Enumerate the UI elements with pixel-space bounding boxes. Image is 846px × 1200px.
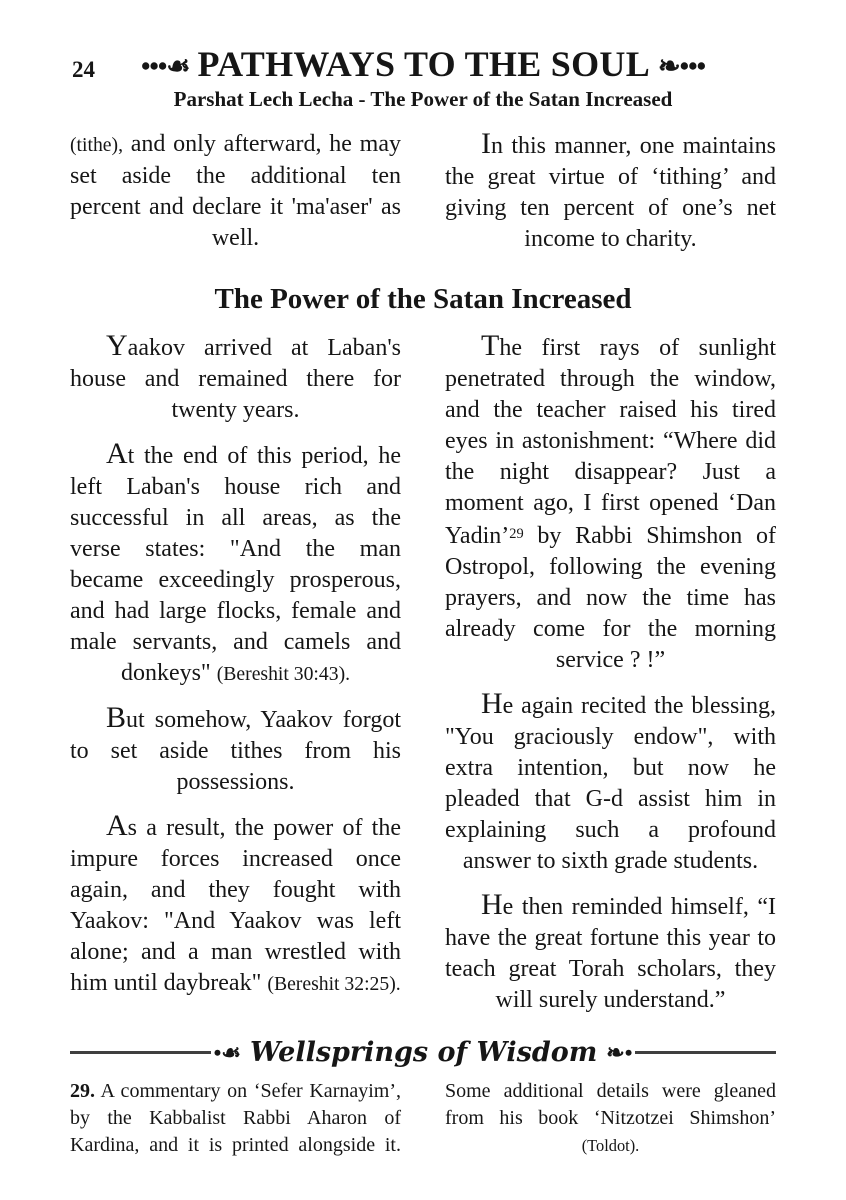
text-segment: aakov arrived at Laban's house and remained there for twenty years. [70,334,401,423]
text-segment: e again recited the blessing, "You graciously endow", with extra intention, but now he pleaded that G-d assist him in explaining such a profound answer to sixth grade students. [445,692,776,874]
body-columns [70,328,776,1029]
intro-columns [70,126,776,268]
paragraph [445,887,776,1016]
text-segment: 29 [509,525,524,542]
text-segment: s a result, the power of the impure forces increased once again, and they fought with Yaakov: "And Yaakov was left alone; and a man wrestled with him until daybreak" [70,814,401,996]
text-segment: Some additional details were gleaned from his book ‘Nitzotzei Shimshon’ [445,1079,776,1129]
text-segment: (tithe), [70,133,123,156]
flourish-left-icon: •••☙ [140,51,190,82]
paragraph [70,436,401,690]
text-segment: A [106,808,128,842]
text-segment: by Rabbi Shimshon of Ostropol, following the evening prayers, and now the time has already come for the morning service ? !” [445,522,776,673]
footnote-right [445,1078,776,1159]
footer-divider [70,1037,776,1068]
intro-left-column [70,129,401,268]
footnote-left [70,1078,401,1159]
text-segment: T [481,328,500,362]
text-segment: e then reminded himself, “I have the great fortune this year to teach great Torah scholars, they will surely understand.” [445,893,776,1013]
text-segment: A commentary on ‘Sefer Karnayim’, by the Kabbalist Rabbi Aharon of Kardina, and it is printed alongside it. [70,1079,401,1156]
text-segment: n this manner, one maintains the great virtue of ‘tithing’ and giving ten percent of one’s net income to charity. [445,132,776,252]
page-number: 24 [72,57,95,82]
paragraph [70,129,401,254]
section-heading: The Power of the Satan Increased [214,282,632,315]
paragraph [70,808,401,1000]
page-header [70,46,776,112]
divider-flourish-right-icon: ❧• [606,1040,633,1066]
text-segment: A [106,436,128,470]
text-segment: (Toldot). [581,1135,640,1155]
divider-line-left [70,1051,211,1054]
intro-right-column [445,126,776,268]
paragraph [70,328,401,426]
title-row [70,46,776,84]
text-segment: (Bereshit 32:25). [267,972,401,995]
divider-flourish-left-icon: •☙ [213,1040,242,1066]
text-segment: he first rays of sunlight penetrated through the window, and the teacher raised his tired eyes in astonishment: “Where did the night disappear? Just a moment ago, I first opened ‘Dan Yadin’ [445,334,776,549]
divider-title: Wellsprings of Wisdom [250,1036,598,1068]
divider-line-right [635,1051,776,1054]
text-segment: H [481,686,503,720]
paragraph [445,328,776,676]
text-segment: t the end of this period, he left Laban's house rich and successful in all areas, as the verse states: "And the man became exceedingly prosperous, and had large flocks, female and male servants, and camels and donkeys" [70,442,401,686]
text-segment: and only afterward, he may set aside the additional ten percent and declare it 'ma'aser' as well. [70,130,401,251]
body-left-column [70,328,401,1029]
text-segment: B [106,700,127,734]
book-title: PATHWAYS TO THE SOUL [197,44,651,84]
body-right-column [445,328,776,1029]
text-segment: 29. [70,1079,95,1102]
text-segment: Y [106,328,128,362]
paragraph [70,700,401,798]
chapter-subtitle: Parshat Lech Lecha - The Power of the Satan Increased [173,86,673,111]
text-segment: I [481,126,491,160]
flourish-right-icon: ❧••• [658,51,706,82]
text-segment: ut somehow, Yaakov forgot to set aside tithes from his possessions. [70,706,401,795]
text-segment: H [481,887,503,921]
paragraph [445,126,776,255]
footnote-columns [70,1078,776,1159]
text-segment: (Bereshit 30:43). [216,662,351,685]
paragraph [445,686,776,877]
